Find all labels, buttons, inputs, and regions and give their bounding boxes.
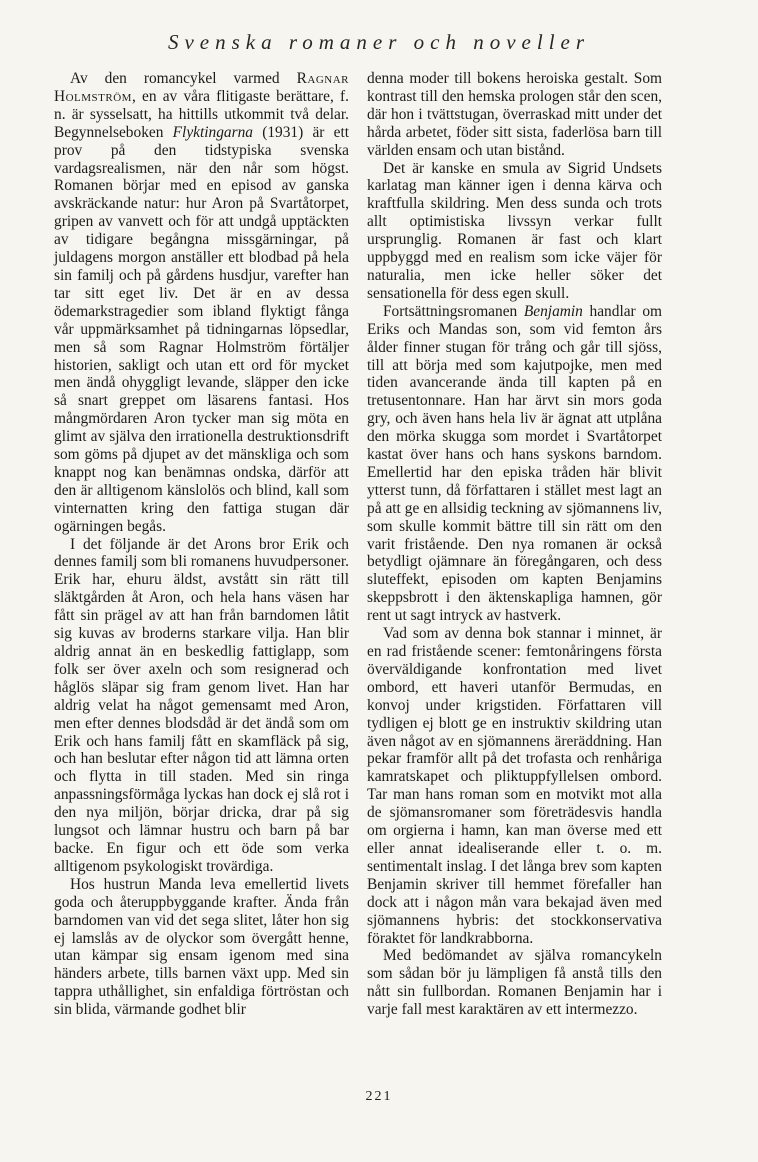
book-title: Flyktingarna bbox=[172, 123, 253, 141]
paragraph-text: handlar om Eriks och Mandas son, som vid femton års ålder finner stugan för trång och går till sjöss, till att börja med som kajutpojke, men med tiden avancerande ända till kapten på en tretusentonnare. Han har ärvt sin mors goda gry, och även hans hela liv är ägnat att utplåna den mörka skugga som mordet i Svartåtorpet kastat över hans och hans syskons barndom. Emellertid har den episka tråden här blivit ytterst tunn, då författaren i stället mest lagt an på att ge en allsidig teckning av sjömannens liv, som skulle kommit bättre till sin rätt om den varit fristående. Den nya romanen är också betydligt ojämnare än föregångaren, och dess sluteffekt, episoden om kapten Benjamins skeppsbrott i den äktenskapliga hamnen, gör rent ut sagt intryck av hastverk. bbox=[367, 302, 662, 625]
paragraph: Med bedömandet av själva romancykeln som sådan bör ju lämpligen få anstå tills den nått sin fullbordan. Romanen Benjamin har i varje fall mest karaktären av ett intermezzo. bbox=[367, 947, 662, 1019]
paragraph-text: , en av våra flitigaste berättare, f. n. är sysselsatt, ha hittills utkommit två delar. Begynnelseboken bbox=[54, 87, 349, 141]
running-head: Svenska romaner och noveller bbox=[167, 30, 591, 54]
page-number: 221 bbox=[365, 1089, 393, 1104]
paragraph-text: Av den romancykel varmed bbox=[70, 70, 297, 87]
author-name: Ragnar Holmström bbox=[54, 70, 349, 105]
paragraph bbox=[367, 303, 662, 625]
paragraph: Hos hustrun Manda leva emellertid livets goda och återuppbyggande krafter. Ända från barndomen van vid det sega slitet, låter hon sig ej lamslås av de olyckor som övergått henne, utan kämpar sig ensam igenom med sina händers arbete, tills barnen växt upp. Med sin tappra uthållighet, sin enfaldiga förtröstan och sin blida, värmande godhet blir bbox=[54, 875, 349, 1019]
paragraph-text: Fortsättningsromanen bbox=[383, 302, 524, 320]
paragraph-text: (1931) är ett prov på den tidstypiska svenska vardagsrealismen, när den når som högst. Romanen börjar med en episod av ganska avskräckande natur: hur Aron på Svartåtorpet, gripen av vanvett och för att undgå upptäckten av tidigare begångna missgärningar, på juldagens morgon anställer ett blodbad på hela sin familj och på gårdens husdjur, varefter han tar sitt eget liv. Det är en av dessa ödemarkstragedier som ibland flyktigt fånga vår uppmärksamhet på tidningarnas löpsedlar, men så som Ragnar Holmström förtäljer historien, sakligt och utan ett ord för mycket men ändå ohyggligt levande, släpper den icke så snart greppet om läsarens fantasi. Hos mångmördaren Aron tycker man sig möta en glimt av själva den irrationella destruktionsdrift som göms på djupet av det mänskliga och som knappt nog kan benämnas ondska, därför att den är alltigenom känslolös och blind, kall som vinternatten kring den fattiga stugan där ogärningen begås. bbox=[54, 123, 350, 535]
paragraph bbox=[54, 70, 349, 536]
left-column bbox=[54, 70, 349, 1019]
paragraph: I det följande är det Arons bror Erik och dennes familj som bli romanens huvudpersoner. Erik har, ehuru äldst, avstått sin rätt till släktgården åt Aron, och hela hans väsen har fått sin prägel av att han från barndomen låtit sig kuvas av broderns starkare vilja. Han blir aldrig annat än en beskedlig fattiglapp, som folk ser över axeln och som resignerad och håglös släpar sig fram genom livet. Han har aldrig velat ha något gemensamt med Aron, men efter dennes blodsdåd är det ändå som om Erik och hans familj fått en skamfläck på sig, och han beslutar efter någon tid att lämna orten och flytta in till staden. Med sin ringa anpassningsförmåga lyckas han dock ej slå rot i den nya miljön, börjar dricka, drar på sig lungsot och lämnar hustru och barn på bar backe. En figur och ett öde som verka alltigenom psykologiskt trovärdiga. bbox=[54, 535, 349, 875]
paragraph: Vad som av denna bok stannar i minnet, är en rad fristående scener: femtonåringens första överväldigande konfrontation med livet ombord, ett haveri utanför Bermudas, en konvoj under krigstiden. Författaren vill tydligen ej blott ge en instruktiv skildring utan även något av en sjömannens äreräddning. Han pekar framför allt på det trofasta och renhåriga kamratskapet och pliktuppfyllelsen ombord. Tar man hans roman som en motvikt mot alla de sjömansromaner som företrädesvis handla om orgierna i hamn, kan man överse med ett eller annat idealiserande eller t. o. m. sentimentalt inslag. I det långa brev som kapten Benjamin skriver till hemmet förefaller han dock att i någon mån vara bekajad även med sjömannens hybris: det stockkonservativa föraktet för landkrabborna. bbox=[367, 625, 662, 947]
paragraph: denna moder till bokens heroiska gestalt. Som kontrast till den hemska prologen står den scen, där hon i tvättstugan, överraskad mitt under det hårda arbetet, föder sitt sista, faderlösa barn till världen ensam och utan bistånd. bbox=[367, 70, 662, 159]
paragraph: Det är kanske en smula av Sigrid Undsets karlatag man känner igen i denna kärva och kraftfulla skildring. Men dess sunda och trots allt optimistiska livssyn verkar fullt ursprunglig. Romanen är fast och klart uppbyggd med en realism som icke väjer för naturalia, men icke heller söker det sensationella för dess egen skull. bbox=[367, 159, 662, 302]
right-column bbox=[367, 70, 662, 1019]
book-title: Benjamin bbox=[523, 302, 583, 320]
